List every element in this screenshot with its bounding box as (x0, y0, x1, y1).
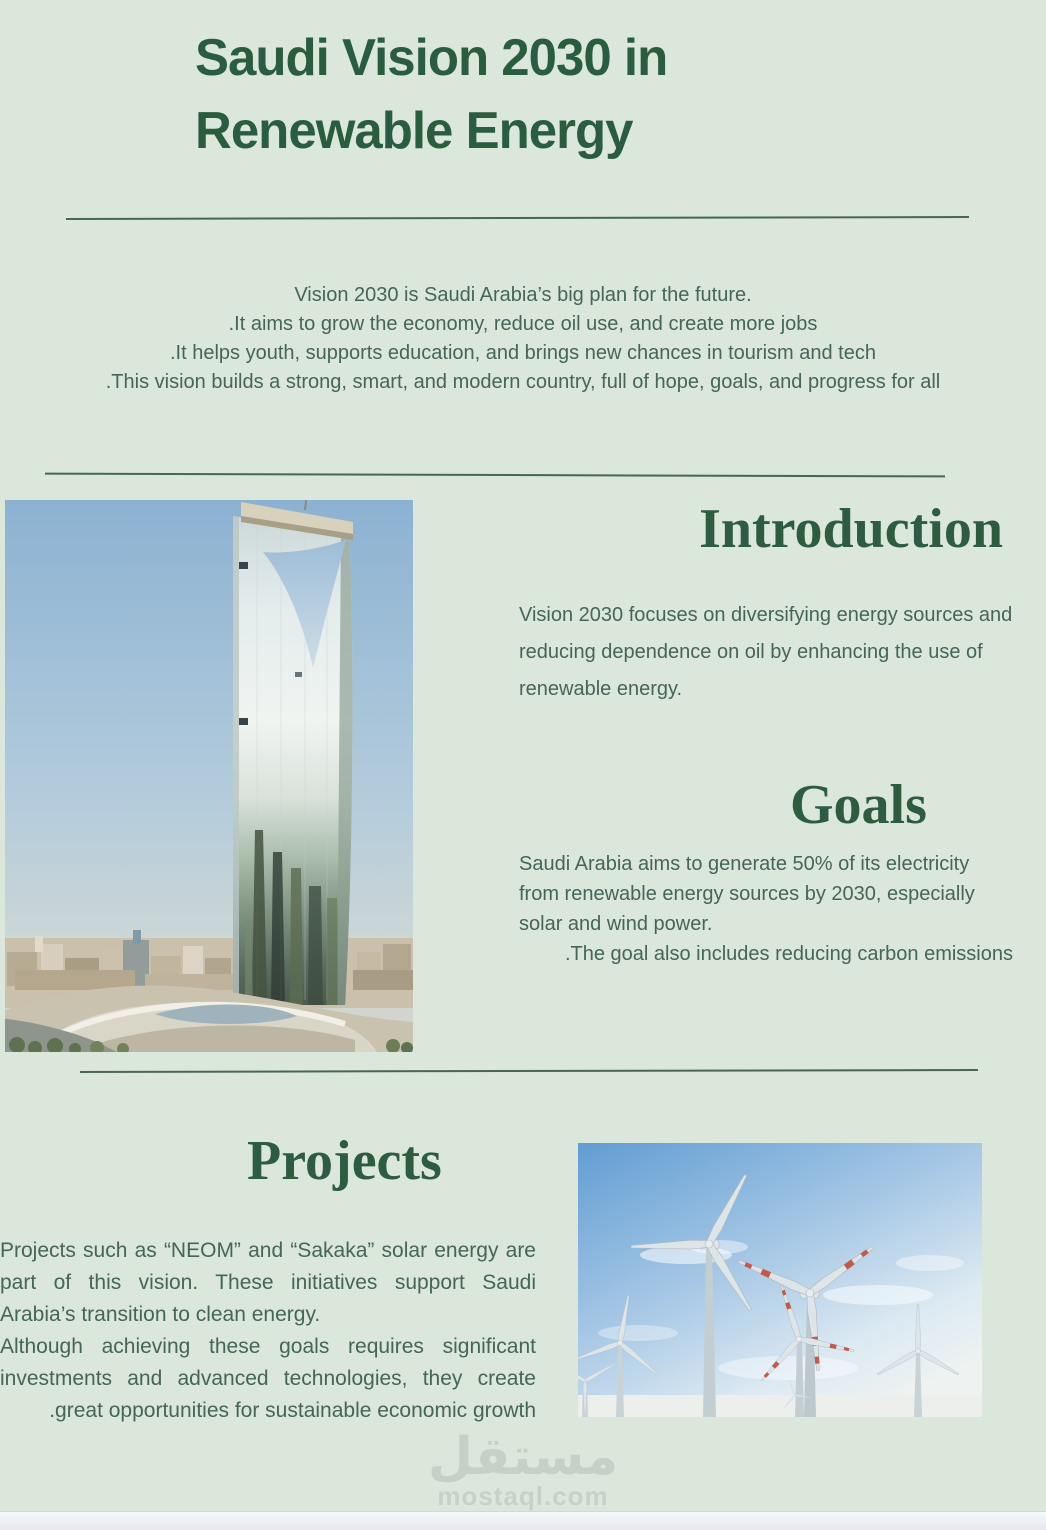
goals-line: solar and wind power. (519, 913, 713, 935)
goals-line: from renewable energy sources by 2030, especially (519, 883, 975, 905)
intro-line: .This vision builds a strong, smart, and modern country, full of hope, goals, and progress for all (105, 371, 941, 393)
projects-line: Arabia’s transition to clean energy. (0, 1303, 321, 1326)
page-title-line1: Saudi Vision 2030 in (195, 29, 668, 87)
intro-line: .It aims to grow the economy, reduce oil use, and create more jobs (228, 313, 818, 335)
introduction-body: Vision 2030 focuses on diversifying energy sources and reducing dependence on oil by enhancing the use of renewable energy. (519, 604, 1013, 700)
intro-line: .It helps youth, supports education, and brings new chances in tourism and tech (170, 342, 876, 364)
projects-body (0, 1235, 536, 1427)
kingdom-tower (233, 500, 353, 1005)
watermark-arabic-logo: مستقل (427, 1427, 619, 1487)
page-title-line2: Renewable Energy (195, 102, 633, 160)
projects-line: .great opportunities for sustainable economic growth (49, 1399, 536, 1422)
wind-turbines-photo (578, 1143, 982, 1417)
projects-heading: Projects (247, 1130, 442, 1192)
projects-line: part of this vision. These initiatives support Saudi (0, 1271, 536, 1294)
page-title (195, 22, 667, 168)
divider-middle (45, 473, 945, 478)
goals-line: .The goal also includes reducing carbon emissions (564, 943, 1013, 965)
projects-line: investments and advanced technologies, they create (0, 1367, 536, 1390)
projects-line: Although achieving these goals requires significant (0, 1335, 536, 1358)
divider-top (66, 216, 969, 220)
viewer-bottom-bar (0, 1511, 1046, 1530)
introduction-heading: Introduction (699, 498, 1003, 560)
intro-paragraph (0, 281, 1046, 397)
goals-heading: Goals (790, 774, 927, 836)
projects-line: Projects such as “NEOM” and “Sakaka” solar energy are (0, 1239, 536, 1262)
riyadh-tower-photo (5, 500, 413, 1052)
goals-line: Saudi Arabia aims to generate 50% of its electricity (519, 853, 970, 875)
intro-line: Vision 2030 is Saudi Arabia’s big plan for the future. (294, 284, 752, 306)
watermark (0, 1427, 1046, 1511)
divider-bottom (80, 1069, 978, 1073)
watermark-domain: mostaql.com (437, 1481, 609, 1511)
goals-body (519, 849, 1013, 969)
